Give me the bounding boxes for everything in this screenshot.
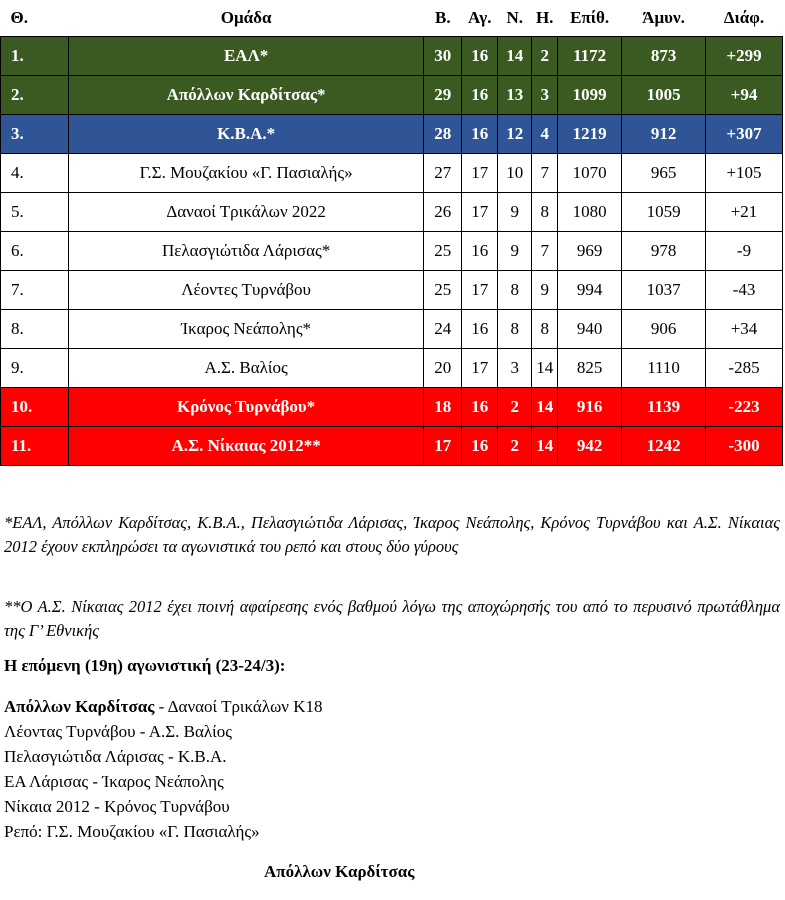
cell-points: 25 — [424, 271, 462, 310]
cell-team-name: Α.Σ. Βαλίος — [68, 349, 423, 388]
cell-points-scored: 1099 — [558, 76, 622, 115]
header-points-conceded: Άμυν. — [642, 8, 685, 27]
cell-games-played: 16 — [462, 37, 498, 76]
cell-points-scored: 1172 — [558, 37, 622, 76]
cell-points-conceded: 1059 — [622, 193, 706, 232]
cell-point-difference: +105 — [706, 154, 783, 193]
cell-position: 4. — [1, 154, 69, 193]
cell-games-played: 16 — [462, 115, 498, 154]
cell-wins: 9 — [498, 232, 532, 271]
cell-games-played: 17 — [462, 349, 498, 388]
cell-point-difference: +94 — [706, 76, 783, 115]
header-wins: Ν. — [506, 8, 523, 27]
cell-games-played: 16 — [462, 388, 498, 427]
cell-points-conceded: 978 — [622, 232, 706, 271]
cell-games-played: 16 — [462, 76, 498, 115]
cell-point-difference: -285 — [706, 349, 783, 388]
cell-points-conceded: 1139 — [622, 388, 706, 427]
cell-points-scored: 942 — [558, 427, 622, 466]
cell-position: 6. — [1, 232, 69, 271]
cell-points-conceded: 1242 — [622, 427, 706, 466]
table-row — [1, 232, 783, 271]
fixture-item — [4, 719, 322, 744]
table-row — [1, 154, 783, 193]
cell-team-name: Α.Σ. Νίκαιας 2012** — [68, 427, 423, 466]
cell-position: 1. — [1, 37, 69, 76]
table-row — [1, 115, 783, 154]
fixture-away-team: - Ίκαρος Νεάπολης — [88, 772, 224, 791]
cell-games-played: 16 — [462, 427, 498, 466]
cell-games-played: 16 — [462, 310, 498, 349]
cell-point-difference: -300 — [706, 427, 783, 466]
cell-team-name: Κ.Β.Α.* — [68, 115, 423, 154]
cell-losses: 7 — [532, 154, 558, 193]
header-games: Αγ. — [468, 8, 492, 27]
cell-points-scored: 916 — [558, 388, 622, 427]
cell-points: 24 — [424, 310, 462, 349]
cell-points: 27 — [424, 154, 462, 193]
fixture-away-team: - Κ.Β.Α. — [163, 747, 227, 766]
cell-wins: 8 — [498, 310, 532, 349]
cell-points-conceded: 912 — [622, 115, 706, 154]
cell-position: 11. — [1, 427, 69, 466]
cell-position: 10. — [1, 388, 69, 427]
table-row — [1, 193, 783, 232]
cell-points-conceded: 1005 — [622, 76, 706, 115]
cell-point-difference: -43 — [706, 271, 783, 310]
fixture-item — [4, 769, 322, 794]
cell-wins: 2 — [498, 427, 532, 466]
next-round-title: Η επόμενη (19η) αγωνιστική (23-24/3): — [4, 656, 286, 675]
cell-points-conceded: 965 — [622, 154, 706, 193]
cell-team-name: Πελασγιώτιδα Λάρισας* — [68, 232, 423, 271]
cell-wins: 9 — [498, 193, 532, 232]
cell-team-name: Απόλλων Καρδίτσας* — [68, 76, 423, 115]
cell-position: 8. — [1, 310, 69, 349]
table-row — [1, 271, 783, 310]
table-row — [1, 349, 783, 388]
cell-points-scored: 969 — [558, 232, 622, 271]
header-position: Θ. — [10, 8, 28, 27]
cell-point-difference: +34 — [706, 310, 783, 349]
cell-position: 2. — [1, 76, 69, 115]
table-row — [1, 37, 783, 76]
cell-losses: 3 — [532, 76, 558, 115]
cell-losses: 7 — [532, 232, 558, 271]
fixture-home-team: Λέοντας Τυρνάβου — [4, 722, 136, 741]
cell-wins: 3 — [498, 349, 532, 388]
cell-point-difference: -9 — [706, 232, 783, 271]
header-losses: Η. — [535, 8, 554, 27]
cell-point-difference: +21 — [706, 193, 783, 232]
cell-wins: 12 — [498, 115, 532, 154]
cell-team-name: Ίκαρος Νεάπολης* — [68, 310, 423, 349]
cell-wins: 14 — [498, 37, 532, 76]
standings-body — [1, 37, 783, 466]
cell-position: 9. — [1, 349, 69, 388]
cell-points-scored: 1070 — [558, 154, 622, 193]
cell-points: 29 — [424, 76, 462, 115]
cell-losses: 14 — [532, 349, 558, 388]
signature: Απόλλων Καρδίτσας — [264, 862, 415, 881]
cell-games-played: 17 — [462, 154, 498, 193]
cell-points: 26 — [424, 193, 462, 232]
cell-team-name: Γ.Σ. Μουζακίου «Γ. Πασιαλής» — [68, 154, 423, 193]
footnote-point-deduction: **Ο Α.Σ. Νίκαιας 2012 έχει ποινή αφαίρεσης ενός βαθμού λόγω της αποχώρησής του από το περυσινό πρωτάθλημα της Γ’ Εθνικής — [4, 597, 780, 640]
fixture-away-team: - Κρόνος Τυρνάβου — [89, 797, 230, 816]
cell-losses: 9 — [532, 271, 558, 310]
cell-points: 25 — [424, 232, 462, 271]
cell-wins: 10 — [498, 154, 532, 193]
cell-points-conceded: 906 — [622, 310, 706, 349]
fixture-away-team: - Α.Σ. Βαλίος — [135, 722, 232, 741]
cell-losses: 4 — [532, 115, 558, 154]
cell-wins: 2 — [498, 388, 532, 427]
cell-wins: 8 — [498, 271, 532, 310]
cell-wins: 13 — [498, 76, 532, 115]
cell-points: 20 — [424, 349, 462, 388]
cell-points-conceded: 873 — [622, 37, 706, 76]
cell-losses: 14 — [532, 427, 558, 466]
cell-position: 5. — [1, 193, 69, 232]
cell-points-scored: 940 — [558, 310, 622, 349]
table-header-row — [1, 0, 783, 37]
cell-games-played: 17 — [462, 271, 498, 310]
table-row — [1, 310, 783, 349]
cell-games-played: 16 — [462, 232, 498, 271]
cell-team-name: Κρόνος Τυρνάβου* — [68, 388, 423, 427]
table-row — [1, 388, 783, 427]
cell-losses: 8 — [532, 310, 558, 349]
fixture-home-team: Απόλλων Καρδίτσας — [4, 697, 155, 716]
fixture-away-team: - Δαναοί Τρικάλων Κ18 — [154, 697, 323, 716]
fixture-item — [4, 819, 322, 844]
cell-point-difference: -223 — [706, 388, 783, 427]
cell-points: 28 — [424, 115, 462, 154]
table-row — [1, 76, 783, 115]
fixture-home-team: Πελασγιώτιδα Λάρισας — [4, 747, 164, 766]
fixture-item — [4, 744, 322, 769]
cell-points-scored: 825 — [558, 349, 622, 388]
cell-points-scored: 994 — [558, 271, 622, 310]
fixture-home-team: ΕΑ Λάρισας — [4, 772, 89, 791]
table-row — [1, 427, 783, 466]
cell-points-scored: 1219 — [558, 115, 622, 154]
cell-position: 3. — [1, 115, 69, 154]
cell-losses: 8 — [532, 193, 558, 232]
header-point-difference: Διάφ. — [723, 8, 765, 27]
cell-point-difference: +299 — [706, 37, 783, 76]
fixture-home-team: Νίκαια 2012 — [4, 797, 90, 816]
cell-point-difference: +307 — [706, 115, 783, 154]
fixture-item — [4, 794, 322, 819]
fixture-item — [4, 694, 322, 719]
cell-losses: 14 — [532, 388, 558, 427]
header-team: Ομάδα — [220, 8, 272, 27]
header-points: Β. — [435, 8, 451, 27]
cell-points: 17 — [424, 427, 462, 466]
fixture-home-team: Ρεπό: Γ.Σ. Μουζακίου «Γ. Πασιαλής» — [4, 822, 260, 841]
footnote-rest-day: *ΕΑΛ, Απόλλων Καρδίτσας, Κ.Β.Α., Πελασγιώτιδα Λάρισας, Ίκαρος Νεάπολης, Κρόνος Τυρνάβου και Α.Σ. Νίκαιας 2012 έχουν εκπληρώσει τα αγωνιστικά του ρεπό και στους δύο γύρους — [4, 513, 780, 556]
cell-losses: 2 — [532, 37, 558, 76]
cell-points: 30 — [424, 37, 462, 76]
fixtures-list — [4, 694, 322, 844]
cell-points-conceded: 1037 — [622, 271, 706, 310]
cell-team-name: Δαναοί Τρικάλων 2022 — [68, 193, 423, 232]
cell-position: 7. — [1, 271, 69, 310]
cell-points-conceded: 1110 — [622, 349, 706, 388]
cell-team-name: ΕΑΛ* — [68, 37, 423, 76]
header-points-scored: Επίθ. — [570, 8, 610, 27]
cell-games-played: 17 — [462, 193, 498, 232]
cell-team-name: Λέοντες Τυρνάβου — [68, 271, 423, 310]
cell-points: 18 — [424, 388, 462, 427]
cell-points-scored: 1080 — [558, 193, 622, 232]
